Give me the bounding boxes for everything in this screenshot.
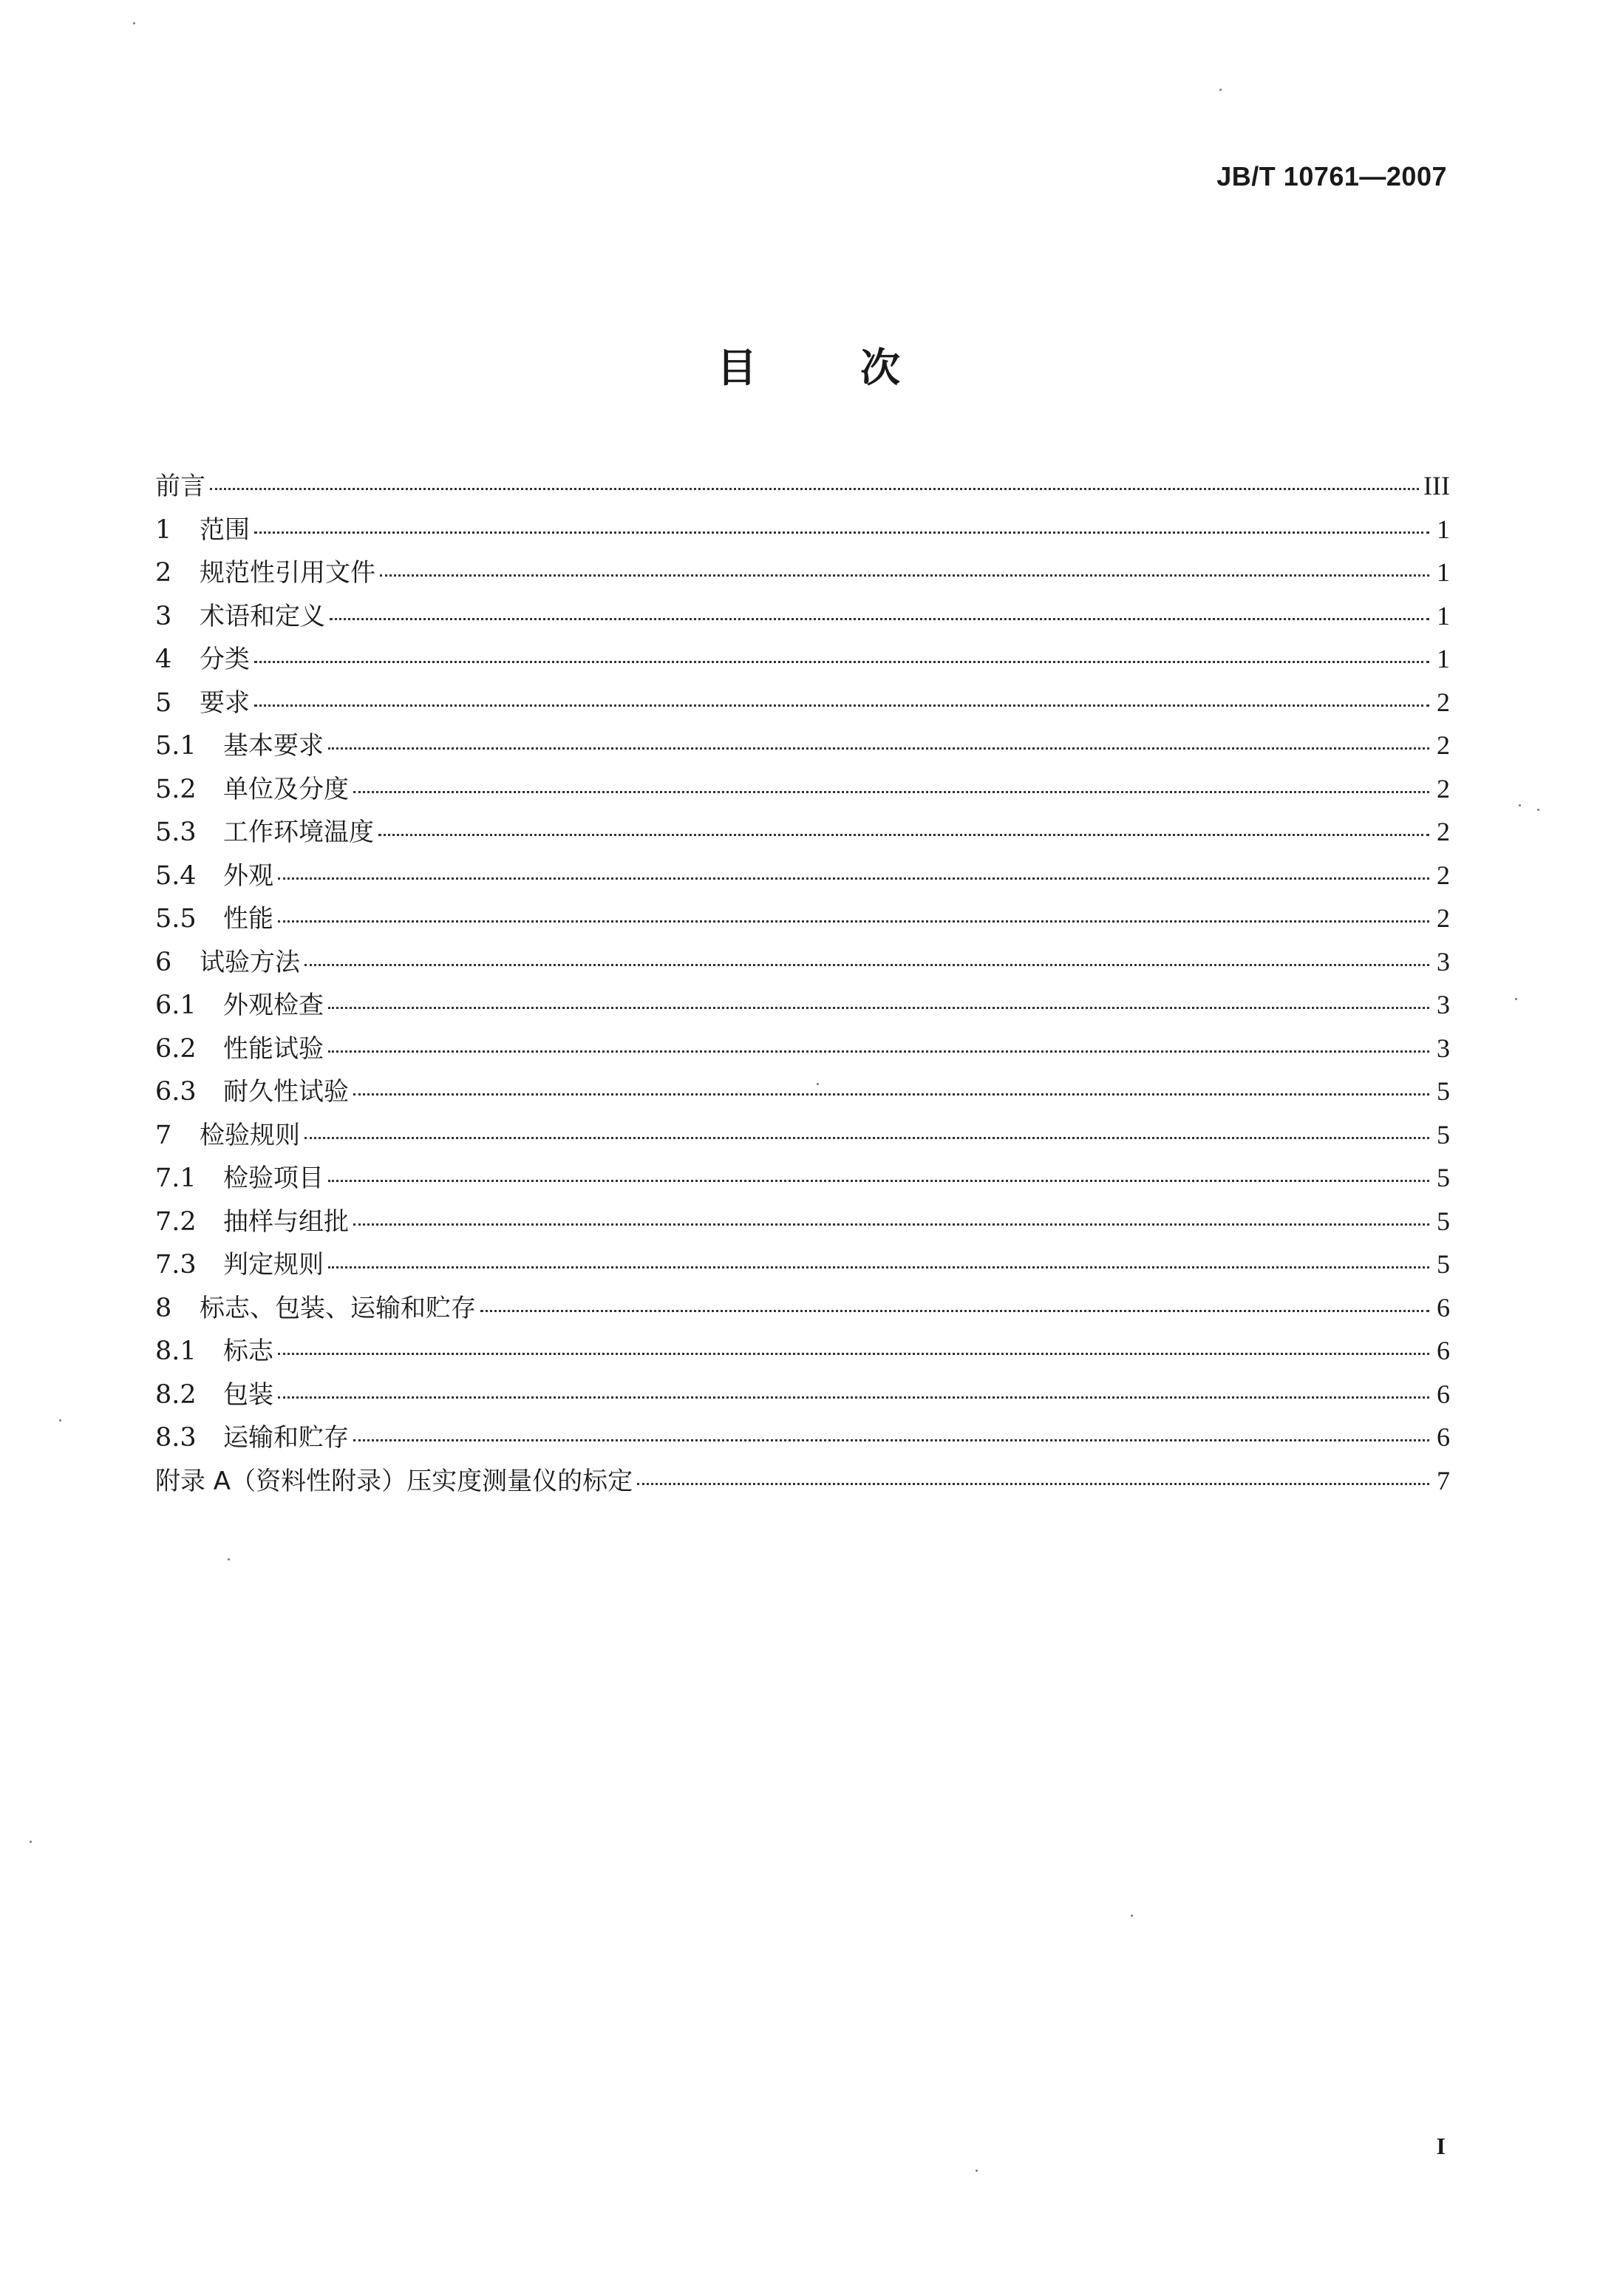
scan-speck <box>30 1841 32 1843</box>
toc-entry-title: 判定规则 <box>223 1250 324 1280</box>
toc-entry-page: 2 <box>1437 687 1450 717</box>
toc-entry <box>155 1331 1450 1374</box>
toc-dot-leader <box>328 747 1429 750</box>
toc-entry-page: 6 <box>1437 1422 1450 1452</box>
toc-entry-page: 3 <box>1437 990 1450 1019</box>
scan-speck <box>1219 89 1222 91</box>
scan-speck <box>976 2170 978 2172</box>
toc-entry-number: 5.3 <box>155 818 197 847</box>
toc-dot-leader <box>378 834 1429 836</box>
toc-entry-page: 6 <box>1437 1379 1450 1409</box>
toc-entry-page: III <box>1423 471 1450 500</box>
toc-entry-number: 7.3 <box>155 1250 197 1280</box>
standard-number: JB/T 10761—2007 <box>1216 161 1447 191</box>
toc-entry-number: 6.2 <box>155 1033 197 1064</box>
toc-dot-leader <box>637 1483 1429 1485</box>
toc-entry <box>155 466 1450 509</box>
toc-entry-title: 耐久性试验 <box>223 1077 349 1107</box>
toc-entry-title: 标志 <box>223 1336 273 1366</box>
toc-dot-leader <box>278 877 1429 880</box>
toc-dot-leader <box>210 488 1419 490</box>
toc-entry <box>155 1461 1450 1504</box>
toc-entry <box>155 942 1450 985</box>
toc-dot-leader <box>278 1353 1429 1355</box>
scan-speck <box>1131 1915 1133 1917</box>
toc-entry-number: 6 <box>155 947 172 977</box>
page-title: 目次 <box>717 344 1004 391</box>
toc-entry-page: 2 <box>1437 817 1450 846</box>
toc-entry <box>155 1071 1450 1115</box>
toc-entry-number: 8 <box>155 1293 172 1323</box>
toc-dot-leader <box>353 1439 1429 1441</box>
toc-entry-page: 1 <box>1437 600 1450 631</box>
toc-entry-title: 包装 <box>223 1379 273 1410</box>
scan-speck <box>1519 804 1521 806</box>
toc-entry-number: 8.2 <box>155 1379 197 1410</box>
toc-dot-leader <box>254 531 1429 534</box>
page-number: I <box>1436 2133 1446 2159</box>
toc-entry <box>155 812 1450 855</box>
toc-dot-leader <box>330 618 1429 620</box>
toc-entry <box>155 1115 1450 1158</box>
toc-entry <box>155 1158 1450 1201</box>
toc-entry-number: 4 <box>155 645 172 674</box>
toc-entry <box>155 1244 1450 1288</box>
toc-entry-number: 3 <box>155 601 172 631</box>
toc-entry-number: 5.5 <box>155 904 197 934</box>
toc-dot-leader <box>353 1223 1429 1226</box>
toc-dot-leader <box>278 1396 1429 1399</box>
toc-entry-number: 7.1 <box>155 1164 197 1193</box>
toc-entry-page: 1 <box>1437 557 1450 587</box>
toc-entry-title: 范围 <box>200 514 250 545</box>
toc-entry <box>155 1201 1450 1245</box>
toc-entry-number: 5.4 <box>155 860 197 891</box>
toc-dot-leader <box>328 1180 1429 1182</box>
toc-entry-page: 5 <box>1437 1163 1450 1192</box>
toc-dot-leader <box>328 1007 1429 1009</box>
toc-entry-title: 试验方法 <box>200 947 300 977</box>
toc-entry-title: 抽样与组批 <box>223 1206 349 1237</box>
toc-dot-leader <box>353 791 1429 793</box>
toc-entry-page: 1 <box>1437 644 1450 673</box>
toc-entry <box>155 725 1450 769</box>
table-of-contents <box>155 466 1450 1504</box>
toc-entry-page: 1 <box>1437 514 1450 544</box>
toc-entry-title: 前言 <box>155 472 205 501</box>
toc-entry-number: 7.2 <box>155 1206 197 1237</box>
toc-dot-leader <box>328 1050 1429 1053</box>
toc-entry-title: 检验项目 <box>223 1164 324 1193</box>
scan-speck <box>1537 809 1539 811</box>
toc-entry-number: 8.1 <box>155 1336 197 1366</box>
toc-entry-number: 5.1 <box>155 731 197 761</box>
toc-entry-title: 单位及分度 <box>223 774 349 804</box>
toc-entry <box>155 596 1450 639</box>
toc-entry-page: 6 <box>1437 1292 1450 1322</box>
toc-entry-number: 8.3 <box>155 1423 197 1453</box>
toc-entry <box>155 769 1450 812</box>
toc-entry-title: 外观 <box>223 860 273 891</box>
toc-dot-leader <box>304 1137 1429 1139</box>
toc-dot-leader <box>480 1310 1429 1312</box>
toc-entry-number: 5.2 <box>155 774 197 804</box>
toc-entry-title: 附录 A（资料性附录）压实度测量仪的标定 <box>155 1466 633 1496</box>
toc-entry-number: 5 <box>155 687 172 718</box>
toc-entry-number: 1 <box>155 514 172 545</box>
toc-entry-title: 规范性引用文件 <box>200 558 375 588</box>
toc-entry-page: 5 <box>1437 1206 1450 1236</box>
toc-entry-page: 2 <box>1437 903 1450 933</box>
toc-entry <box>155 1288 1450 1331</box>
toc-entry-title: 外观检查 <box>223 991 324 1020</box>
toc-entry-number: 6.3 <box>155 1077 197 1107</box>
toc-entry <box>155 985 1450 1028</box>
toc-dot-leader <box>328 1266 1429 1268</box>
toc-entry-page: 2 <box>1437 730 1450 760</box>
toc-entry-title: 基本要求 <box>223 731 324 761</box>
toc-dot-leader <box>380 574 1429 577</box>
toc-entry-title: 要求 <box>200 687 250 718</box>
toc-entry-page: 2 <box>1437 773 1450 804</box>
toc-entry-page: 6 <box>1437 1336 1450 1365</box>
toc-dot-leader <box>304 964 1429 966</box>
toc-entry <box>155 898 1450 942</box>
scan-speck <box>817 1083 819 1085</box>
toc-entry-page: 5 <box>1437 1249 1450 1279</box>
toc-dot-leader <box>254 704 1429 707</box>
toc-entry-title: 检验规则 <box>200 1120 300 1150</box>
toc-entry-page: 5 <box>1437 1119 1450 1149</box>
scan-speck <box>59 1419 61 1422</box>
toc-dot-leader <box>353 1093 1429 1096</box>
toc-dot-leader <box>254 661 1429 663</box>
toc-entry-number: 6.1 <box>155 991 197 1020</box>
toc-entry <box>155 552 1450 596</box>
toc-entry-title: 运输和贮存 <box>223 1423 349 1453</box>
toc-entry-number: 2 <box>155 558 172 588</box>
scan-speck <box>133 22 135 24</box>
toc-entry-title: 性能 <box>223 904 273 934</box>
toc-entry <box>155 509 1450 553</box>
toc-entry <box>155 682 1450 726</box>
toc-entry-title: 分类 <box>200 645 250 674</box>
toc-entry-page: 3 <box>1437 946 1450 977</box>
toc-dot-leader <box>278 920 1429 923</box>
toc-entry-page: 5 <box>1437 1076 1450 1106</box>
toc-entry <box>155 639 1450 682</box>
toc-entry-number: 7 <box>155 1120 172 1150</box>
toc-entry-title: 术语和定义 <box>200 601 325 631</box>
toc-entry-page: 7 <box>1437 1465 1450 1495</box>
toc-entry <box>155 1028 1450 1072</box>
toc-entry-page: 2 <box>1437 860 1450 890</box>
scan-speck <box>1515 998 1517 1000</box>
toc-entry <box>155 855 1450 899</box>
toc-entry <box>155 1417 1450 1461</box>
toc-entry-title: 工作环境温度 <box>223 818 374 847</box>
toc-entry-title: 标志、包装、运输和贮存 <box>200 1293 476 1323</box>
scan-speck <box>228 1558 230 1560</box>
toc-entry-page: 3 <box>1437 1033 1450 1063</box>
toc-entry <box>155 1374 1450 1418</box>
toc-entry-title: 性能试验 <box>223 1033 324 1064</box>
